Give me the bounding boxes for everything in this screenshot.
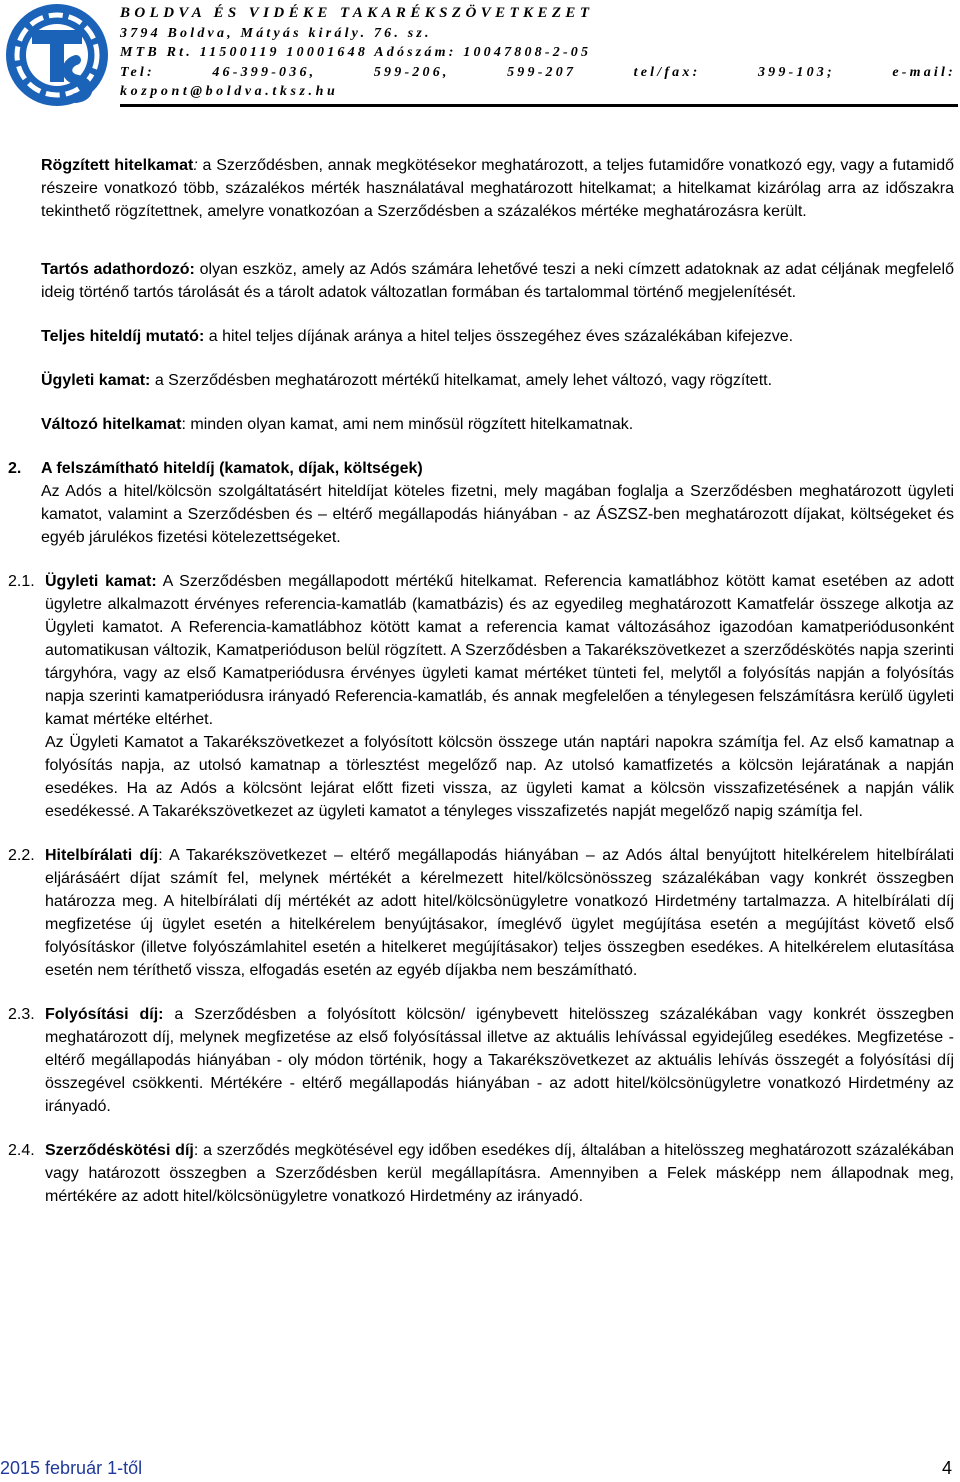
tel-label: Tel: <box>120 64 155 80</box>
term: Teljes hiteldíj mutató: <box>41 328 205 345</box>
page-number: 4 <box>941 1458 952 1478</box>
subsection-2-3 <box>8 1003 954 1118</box>
section-number: 2. <box>8 460 22 477</box>
subsection-text-cont: Az Ügyleti Kamatot a Takarékszövetkezet a folyósított kölcsön összege után naptári napokra számítja fel. Az első kamatnap a folyósítás napja, az utolsó kamatnap a törlesztést megelőző nap. Az utolsó kamatfizetés a kölcsön lejáratának a napján esedékes. Ha az Adós a kölcsönt lejárat előtt fizeti vissza, az ügyleti kamat a kölcsön visszafizetésének a napján válik esedékessé. A Takarékszövetkezet az ügyleti kamatot a tényleges visszafizetés napját megelőző napig számítja fel. <box>45 734 954 820</box>
letterhead <box>120 4 956 102</box>
subsection-number: 2.1. <box>8 573 35 590</box>
definition-text: a hitel teljes díjának aránya a hitel teljes összegéhez éves százalékában kifejezve. <box>204 328 794 345</box>
section-2 <box>8 457 954 549</box>
definition-transaction-rate <box>41 369 954 392</box>
tel-number-2: 599-206, <box>373 64 450 80</box>
definition-text: : minden olyan kamat, ami nem minősül rögzített hitelkamatnak. <box>181 416 634 433</box>
contact-line <box>120 63 956 83</box>
separator: : <box>193 157 198 174</box>
subsection-2-4 <box>8 1139 954 1208</box>
definition-fixed-rate <box>41 154 954 223</box>
subsection-2-2 <box>8 844 955 982</box>
definition-apr <box>41 325 954 348</box>
subsection-text: Szerződéskötési díj: a szerződés megkötésével egy időben esedékes díj, általában a hitelösszeg meghatározott százalékában vagy határozott összegben a Szerződésben kerül megállapításra. Amennyiben a Felek másképp nem állapodnak meg, mértékére az adott hitel/kölcsönügyletre vonatkozó Hirdetmény az irányadó. <box>45 1142 954 1205</box>
subsection-text: Folyósítási díj: a Szerződésben a folyósított kölcsön/ igénybevett hitelösszeg százalékában vagy konkrét összegben meghatározott díj, melynek megfizetése az első folyósítással illetve az aktuális lehívással egyidejűleg esedékes. Megfizetése - eltérő megállapodás hiányában - oly módon történik, hogy a Takarékszövetkezet az aktuális lehívás összegét a folyósítási díj összegével csökkenti. Mértékére - eltérő megállapodás hiányában - az adott hitel/kölcsönügyletre vonatkozó Hirdetmény az irányadó. <box>45 1006 954 1115</box>
subsection-text: Ügyleti kamat: A Szerződésben megállapodott mértékű hitelkamat. Referencia kamatlábhoz kötött kamat esetében az adott ügyletre alkalmazott érvényes referencia-kamatláb (kamatbázis) és az egyedileg meghatározott Kamatfelár összege alkotja az Ügyleti kamatot. A Referencia-kamatlábhoz kötött kamat a referencia kamat változásához igazodóan kamatperiódusonként automatikusan változik, Kamatperióduson belül rögzített. A Szerződésben a Takarékszövetkezet a szerződéskötés napja szerinti tárgyhóra, vagy az első Kamatperiódusra érvényes ügyleti kamat mértéket tünteti fel, melytől a folyósítás napján a folyósítás napja szerinti kamatperiódusra irányadó Referencia-kamatláb, és annak megfelelően a ténylegesen felszámításra kerülő ügyleti kamat mértéke eltérhet. <box>45 573 954 728</box>
subsection-number: 2.3. <box>8 1006 35 1023</box>
subsection-text: Hitelbírálati díj: A Takarékszövetkezet – eltérő megállapodás hiányában – az Adós által benyújtott hitelkérelem hitelbírálati eljárásáért díjat számít fel, melynek mértékét a kérelmezett hitel/kölcsönösszeg százalékában vagy konkrét összegben határozza meg. A hitelbírálati díj mértékét az adott hitel/kölcsönügyletre vonatkozó Hirdetmény tartalmazza. A hitelbírálati díj megfizetése új ügylet esetén a hitelkérelem benyújtásakor, ímeglévő ügylet megújítása esetén a megújítást követő első folyósításkor (illetve folyószámlahitel esetén a hitelkeret megújításakor) teljes összegben esedékes. A hitelkérelem elutasítása esetén nem téríthető vissza, elfogadás esetén az egyéb díjakba nem beszámítható. <box>45 847 955 979</box>
term: Szerződéskötési díj <box>45 1142 194 1159</box>
company-name: BOLDVA ÉS VIDÉKE TAKARÉKSZÖVETKEZET <box>120 5 594 21</box>
tel-number-3: 599-207 <box>507 64 577 80</box>
term: Ügyleti kamat: <box>45 573 157 590</box>
definition-text: a Szerződésben meghatározott mértékű hitelkamat, amely lehet változó, vagy rögzített. <box>150 372 773 389</box>
document-body <box>8 154 955 1208</box>
company-registration: MTB Rt. 11500119 10001648 Adószám: 10047808-2-05 <box>120 45 592 60</box>
subsection-number: 2.2. <box>8 847 35 864</box>
definition-text: a Szerződésben, annak megkötésekor meghatározott, a teljes futamidőre vonatkozó egy, vagy a futamidő részeire vonatkozó több, százalékos mérték használatával meghatározott hitelkamat; a hitelkamat kizárólag arra az időszakra tekinthető rögzítettnek, amelyre vonatkozóan a Szerződésben a százalékos mértéke meghatározásra került. <box>41 157 955 220</box>
term: Tartós adathordozó: <box>41 261 195 278</box>
company-address: 3794 Boldva, Mátyás király. 76. sz. <box>120 25 432 41</box>
subsection-2-1 <box>8 570 954 823</box>
fax-number: 399-103; <box>757 64 835 80</box>
definition-variable-rate <box>41 413 954 436</box>
term: Hitelbírálati díj <box>45 847 159 864</box>
definition-durable-medium <box>41 258 954 304</box>
header-rule <box>120 104 958 107</box>
section-title: A felszámítható hiteldíj (kamatok, díjak, költségek) <box>41 460 423 477</box>
term: Ügyleti kamat: <box>41 372 151 389</box>
term: Folyósítási díj: <box>45 1006 164 1023</box>
subsection-number: 2.4. <box>8 1142 35 1159</box>
section-text: Az Adós a hitel/kölcsön szolgáltatásért hiteldíjat köteles fizetni, mely magában foglalja a Szerződésben meghatározott ügyleti kamatot, valamint a Szerződésben és – eltérő megállapodás hiányában - az ÁSZSZ-ben meghatározott díjakat, költségeket és egyéb járulékos fizetési kötelezettségeket. <box>41 483 954 546</box>
email-address: kozpont@boldva.tksz.hu <box>120 84 339 99</box>
term: Rögzített hitelkamat <box>41 157 194 174</box>
email-label: e-mail: <box>892 64 956 80</box>
tel-number-1: 46-399-036, <box>212 64 317 80</box>
footer-date: 2015 február 1-től <box>0 1458 143 1478</box>
term: Változó hitelkamat <box>41 416 182 433</box>
fax-label: tel/fax: <box>633 64 701 80</box>
company-logo <box>2 0 112 110</box>
definition-text: olyan eszköz, amely az Adós számára lehetővé teszi a neki címzett adatoknak az adat céljának megfelelő ideig történő tartós tárolását és a tárolt adatok változatlan formában és tartalommal történő megjelenítését. <box>41 261 954 301</box>
